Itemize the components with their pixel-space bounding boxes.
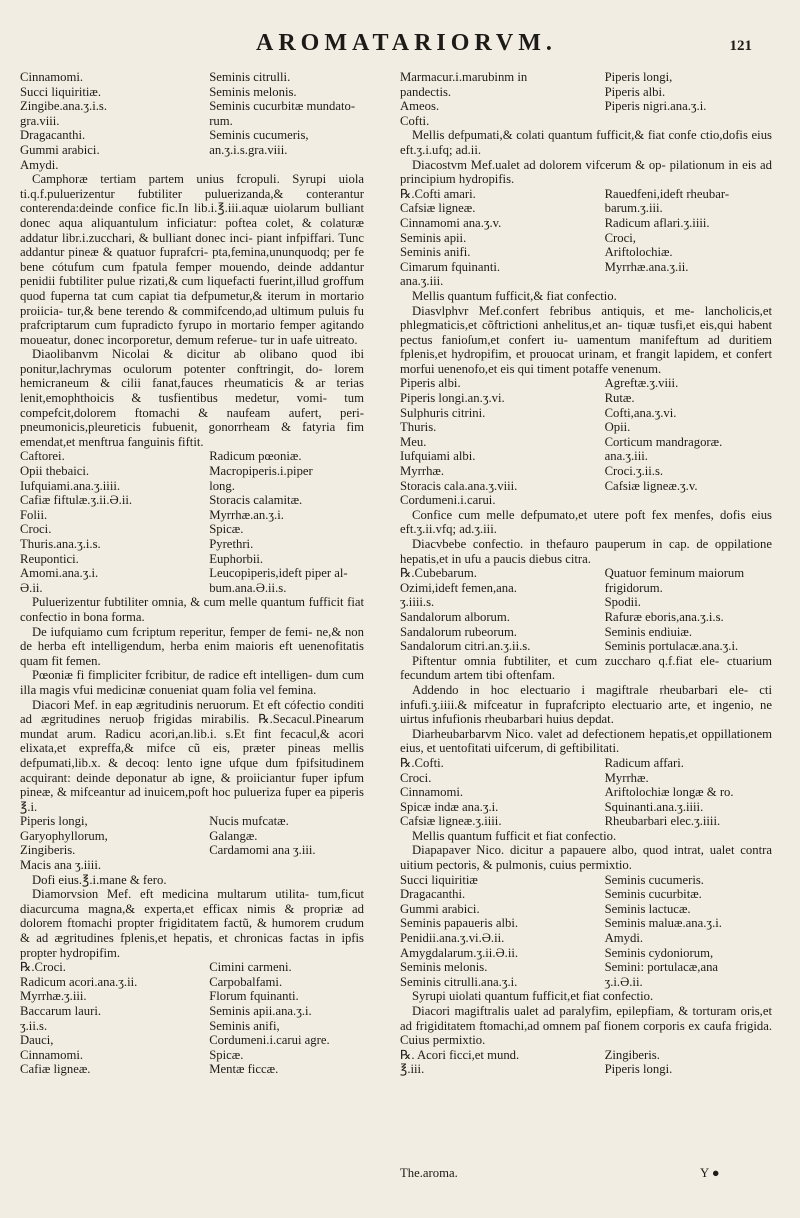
ingredient-entry: Spodii. [604,595,641,610]
paragraph: Pœoniæ fi fimpliciter fcribitur, de radice eft intelligen- dum cum illa magis vfui medicinæ conueniat quam folia vel femina. [20,668,364,697]
signature-mark: Y ● [700,1166,720,1180]
ingredient-list [400,376,772,507]
paragraph: Diacostvm Mef.ualet ad dolorem vifcerum & op- pilationum in eis ad principium hydropifis. [400,157,772,187]
ingredient-list [20,960,364,1077]
ingredient-entry [605,493,772,508]
ingredient-entry: Iufquiami.ana.ʒ.iiii. [20,478,121,493]
ingredient-row [400,975,772,990]
ingredient-entry: Macis ana ʒ.iiii. [20,858,102,873]
paragraph: Addendo in hoc electuario i magiftrale rheubarbari ele- cti infufi.ʒ.iiii.& mifceatur in fuprafcripto electuario arte, et ingenio, ne uirtus infufionis rheubarbari huius depdat. [400,682,772,727]
ingredient-entry: Croci. [20,522,52,537]
ingredient-entry: ana.ʒ.iii. [604,449,648,464]
ingredient-row [20,989,364,1004]
ingredient-entry: Seminis anifi. [400,245,471,260]
ingredient-entry: Piperis nigri.ana.ʒ.i. [604,99,707,114]
paragraph: Dofi eius.℥.i.mane & fero. [32,872,167,887]
paragraph: Diaolibanvm Nicolai & dicitur ab olibano quod ibi ponitur,lachrymas oculorum potenter conftringit, do- lorem hemicraneum & cilii fanat,fauces rheumaticis & ar terias lenit,emophthoicis & tusfientibus medetur, vomi- tum compefcit,dolorem ftomachi & naufeam aufert, peri- pneumonicis,pleureticis fubuenit, gonorrheam & fatyria fim emendat,et menftrua fanguinis fiftit. [20,347,364,449]
ingredient-entry: Seminis melonis. [400,960,488,975]
ingredient-entry: ana.ʒ.iii. [400,274,444,289]
ingredient-entry [209,858,364,873]
ingredient-entry: Cinnamomi. [20,70,84,84]
ingredient-entry: Marmacur.i.marubinm in [400,70,528,84]
ingredient-row [20,1048,364,1063]
ingredient-entry: Cimini carmeni. [209,960,292,975]
folio-number: 121 [729,38,752,54]
ingredient-entry: Piperis longi. [604,1062,673,1077]
ingredient-entry: Cimarum fquinanti. [400,259,501,274]
ingredient-entry: Seminis lactucæ. [604,901,691,916]
ingredient-entry: Spicæ indæ ana.ʒ.i. [400,799,499,814]
ingredient-row [400,493,772,508]
ingredient-entry: Sandalorum citri.an.ʒ.ii.s. [400,639,531,654]
ingredient-row [400,260,772,275]
paragraph: Piftentur omnia fubtiliter, et cum zuccharo q.f.fiat ele- ctuarium fecundum artem tibi oftenfam. [400,653,772,683]
ingredient-entry: Rheubarbari elec.ʒ.iiii. [604,814,721,829]
ingredient-entry: Thuris. [400,420,437,435]
page-header [0,30,800,64]
ingredient-entry: Amydi. [20,157,59,172]
ingredient-entry: Seminis cucurbitæ. [604,887,702,902]
ingredient-row [20,1004,364,1019]
ingredient-entry: Storacis cala.ana.ʒ.viii. [400,478,518,493]
ingredient-row [400,187,772,202]
ingredient-entry: Penidii.ana.ʒ.vi.Ə.ii. [400,931,505,946]
paragraph: Diacori Mef. in eap ægritudinis neruorum. Et eft cófectio conditi ad ægritudines neruoϸ frigidas mirabilis. ℞.Secacul.Pinearum mundat arum. Radicu acori,an.lib.i. s.Et fint fecacul,& acori elixata,et expreffa,& mifce cũ eis, præter pineas mellis defpumati,lib.x. & decoq: lento igne ufque dum fpifsitudinem acquirant: deinde deponatur ab igne, & proiiciantur fuper ipfum pineæ, & mifceantur ad inuicem,poft hoc pulueriza fuper ea piperis ℥.i. [20,697,364,814]
ingredient-entry: Dragacanthi. [400,887,466,902]
ingredient-entry: Opii. [604,420,631,435]
ingredient-entry: ℞.Cubebarum. [400,566,477,581]
ingredient-row [400,1062,772,1077]
paragraph: Diapapaver Nico. dicitur a papauere albo, quod intrat, ualet contra uitium pectoris, & pulmonis, cuius permixtio. [400,843,772,873]
paragraph: Camphoræ tertiam partem unius fcropuli. Syrupi uiola ti.q.f.puluerizentur fubtiliter puluerizanda,& conterantur conterenda:deinde confice fic.In lib.i.℥.iii.aquæ uiolarum bulliant donec aqua aliquantulum inficiatur: poftea colet, & colaturæ addatur libr.i.zucchari, & bulliant donec inci- piant infpiffari. Tunc addantur pineæ & quatuor fuprafcri- pta,femina,ununquodq; per fe bene cótufum cum fpatula femper mouendo, deinde addantur penidii fubtiliter pulue rizati,& cum liquefacti fuerint,illud groffum quod fuperna tat cum capiat tia defpumetur,& iterum in mortario proiicia- tur,& bene terendo & commifcendo,ad ultimum puluis fu prafcriptarum cum fupradicto fyrupo in mortario femper agitando moueatur, donec incorporetur, demum referue- tur in uafe uitreato. [20,172,364,347]
ingredient-list [400,187,772,289]
ingredient-entry: Corticum mandragoræ. [604,434,723,449]
ingredient-entry: Spicæ. [209,522,244,537]
ingredient-entry: Seminis cydoniorum, [604,945,714,960]
ingredient-row [20,843,364,858]
ingredient-entry: Seminis maluæ.ana.ʒ.i. [604,916,722,931]
ingredient-entry: Dauci, [20,1033,54,1048]
ingredient-row [400,902,772,917]
ingredient-entry: Piperis albi. [400,376,461,391]
ingredient-entry: Cafsiæ ligneæ.ʒ.iiii. [400,814,502,829]
ingredient-entry: Florum fquinanti. [209,989,299,1004]
ingredient-entry: frigidorum. [604,580,663,595]
ingredient-entry: Baccarum lauri. [20,1004,102,1018]
ingredient-row [400,114,772,129]
ingredient-list [400,566,772,654]
ingredient-row [400,464,772,479]
ingredient-row [20,158,364,173]
ingredient-row [400,435,772,450]
ingredient-row [400,406,772,421]
ingredient-entry: Euphorbii. [209,551,264,566]
ingredient-row [20,552,364,567]
ingredient-row [20,581,364,596]
ingredient-row [400,245,772,260]
ingredient-entry: Rutæ. [604,391,635,406]
ingredient-row [20,1033,364,1048]
paragraph: Diarheubarbarvm Nico. valet ad defectionem hepatis,et oppillationem eius, et uentofitati uifcerum, di geftibilitati. [400,726,772,756]
ingredient-row [20,566,364,581]
ingredient-row [400,814,772,829]
ingredient-entry: Succi liquiritiæ. [20,84,102,99]
ingredient-row [400,231,772,246]
ingredient-entry: Rafuræ eboris,ana.ʒ.i.s. [604,609,724,624]
ingredient-row [400,800,772,815]
ingredient-row [20,1019,364,1034]
ingredient-list [400,70,772,128]
ingredient-entry: Iufquiami albi. [400,449,476,464]
ingredient-entry: Opii thebaici. [20,464,90,479]
ingredient-row [400,960,772,975]
ingredient-entry: Reupontici. [20,551,79,566]
ingredient-entry: Succi liquiritiæ [400,872,478,887]
ingredient-entry: Gummi arabici. [400,901,480,916]
ingredient-row [400,873,772,888]
ingredient-entry: Cofti,ana.ʒ.vi. [604,405,677,420]
ingredient-row [20,85,364,100]
ingredient-row [400,756,772,771]
paragraph: Diamorvsion Mef. eft medicina multarum utilita- tum,ficut diacurcuma magna,& experta,et efficax nimis & propriæ ad dolorem ftomachi propter frigiditatem factũ, & humorem crudum & ad ægritudines fplenis,et hepatis, et chronicas factas in ipfis propter hydropifim. [20,887,364,960]
ingredient-entry [209,158,364,173]
ingredient-row [20,479,364,494]
ingredient-entry: long. [209,478,235,493]
ingredient-entry: Zingiberis. [20,843,76,858]
ingredient-row [400,201,772,216]
ingredient-entry: Piperis albi. [604,84,666,99]
ingredient-entry: Rauedfeni,ideft rheubar- [604,186,730,201]
ingredient-list [400,756,772,829]
ingredient-row [400,1048,772,1063]
ingredient-entry: ʒ.ii.s. [20,1018,48,1033]
ingredient-entry: Radicum affari. [604,755,684,770]
ingredient-entry: Sandalorum rubeorum. [400,624,517,639]
ingredient-entry: bum.ana.Ə.ii.s. [209,580,287,595]
ingredient-entry: Semini: portulacæ,ana [604,960,719,975]
ingredient-entry: Amomi.ana.ʒ.i. [20,566,99,581]
ingredient-row [400,391,772,406]
ingredient-row [20,70,364,85]
ingredient-entry: Cordumeni.i.carui agre. [209,1033,330,1048]
catchword: The.aroma. [400,1166,458,1180]
ingredient-row [400,931,772,946]
ingredient-row [400,449,772,464]
ingredient-entry: ℞. Acori ficci,et mund. [400,1047,520,1062]
ingredient-entry: Folii. [20,507,48,522]
ingredient-entry: Seminis portulacæ.ana.ʒ.i. [604,639,739,654]
ingredient-row [20,537,364,552]
ingredient-entry: gra.viii. [20,113,60,128]
ingredient-entry: Croci, [604,230,636,245]
ingredient-entry: Nucis mufcatæ. [209,814,289,829]
ingredient-entry: Cafsiæ ligneæ.ʒ.v. [604,478,698,493]
ingredient-entry: Mentæ ficcæ. [209,1062,279,1077]
ingredient-entry: Ariftolochiæ longæ & ro. [604,785,734,800]
ingredient-entry: Leucopiperis,ideft piper al- [209,566,348,581]
ingredient-row [400,566,772,581]
ingredient-entry: Radicum acori.ana.ʒ.ii. [20,974,138,989]
ingredient-entry: Ariftolochiæ. [604,245,673,260]
ingredient-entry: Myrrhæ.ana.ʒ.ii. [604,259,689,274]
ingredient-entry: Cafiæ fiftulæ.ʒ.ii.Ə.ii. [20,493,133,508]
ingredient-entry: Cinnamomi. [20,1047,84,1062]
ingredient-entry: ʒ.i.Ə.ii. [604,974,643,989]
ingredient-entry: Gummi arabici. [20,142,100,157]
ingredient-entry: Zingibe.ana.ʒ.i.s. [20,99,108,114]
ingredient-entry [605,114,772,129]
ingredient-row [400,85,772,100]
paragraph: Diasvlphvr Mef.confert febribus antiquis, et me- lancholicis,et phlegmaticis,et cõftrictioni anhelitus,et an- tiquæ tusfi,et eis,qui habent pectus fanioſum,et confert iu- uamentum manifeftum ad duritiem fplenis,et hydropifim, et prouocat urinam, et frangit lapidem, et confert morfui uenenofo,et eis qui timent potaffe venenum. [400,303,772,376]
ingredient-row [20,493,364,508]
ingredient-entry: Carpobalfami. [209,974,283,989]
ingredient-entry: Cinnamomi ana.ʒ.v. [400,215,502,230]
paragraph: Mellis quantum fufficit,& fiat confectio. [412,288,617,303]
ingredient-entry: Sulphuris citrini. [400,405,486,420]
ingredient-entry: Seminis cucumeris, [209,128,309,143]
ingredient-entry: Radicum aflari.ʒ.iiii. [604,215,710,230]
ingredient-entry: Ameos. [400,99,440,114]
ingredient-row [400,581,772,596]
ingredient-entry: Amydi. [604,931,644,946]
ingredient-row [400,216,772,231]
ingredient-entry: Thuris.ana.ʒ.i.s. [20,537,101,551]
ingredient-row [20,128,364,143]
ingredient-entry: an.ʒ.i.s.gra.viii. [209,142,288,157]
ingredient-row [400,376,772,391]
ingredient-entry: rum. [209,113,233,128]
ingredient-entry: Amygdalarum.ʒ.ii.Ə.ii. [400,945,519,960]
ingredient-entry: Cafsiæ ligneæ. [400,201,476,216]
ingredient-entry: Garyophyllorum, [20,828,108,843]
ingredient-row [20,814,364,829]
ingredient-row [400,639,772,654]
ingredient-row [20,975,364,990]
ingredient-list [20,814,364,872]
ingredient-entry: Seminis apii. [400,230,467,245]
ingredient-entry: Piperis longi, [604,70,673,84]
paragraph: Puluerizentur fubtiliter omnia, & cum melle quantum fufficit fiat confectio in bona forma. [20,595,364,624]
ingredient-entry: Seminis melonis. [209,84,297,99]
ingredient-entry: Myrrhæ.ʒ.iii. [20,989,87,1004]
ingredient-entry: Piperis longi, [20,814,88,829]
ingredient-list [20,449,364,595]
running-title: AROMATARIORVM. [256,30,557,56]
ingredient-row [20,858,364,873]
ingredient-entry: Cardamomi ana ʒ.iii. [209,843,316,858]
ingredient-entry: barum.ʒ.iii. [604,201,663,216]
ingredient-entry: Galangæ. [209,828,258,843]
ingredient-entry: Seminis cucumeris. [604,872,704,887]
ingredient-entry: Macropiperis.i.piper [209,464,313,479]
ingredient-row [400,946,772,961]
paragraph: Mellis quantum fufficit et fiat confectio. [412,828,617,843]
ingredient-entry: ℞.Cofti amari. [400,186,476,201]
ingredient-entry: Meu. [400,434,427,449]
ingredient-row [400,99,772,114]
ingredient-list [20,70,364,172]
ingredient-row [20,508,364,523]
ingredient-entry: Dragacanthi. [20,128,86,143]
ingredient-list [400,873,772,990]
ingredient-entry: Seminis citrulli. [209,70,291,84]
ingredient-entry: Croci. [400,770,432,785]
ingredient-entry: Croci.ʒ.ii.s. [604,464,664,479]
ingredient-entry: Sandalorum alborum. [400,609,510,624]
ingredient-entry: Ozimi,ideft femen,ana. [400,580,517,595]
ingredient-row [20,522,364,537]
ingredient-entry: pandectis. [400,84,452,99]
ingredient-entry: Cinnamomi. [400,785,464,800]
paragraph: Mellis defpumati,& colati quantum fufficit,& fiat confe ctio,dofis eius eft.ʒ.i.ufq; ad.ii. [400,128,772,157]
ingredient-row [400,479,772,494]
ingredient-entry: Quatuor feminum maiorum [604,566,745,581]
ingredient-entry: Agreftæ.ʒ.viii. [604,376,679,391]
ingredient-row [400,274,772,289]
ingredient-entry: Caftorei. [20,449,65,464]
ingredient-entry: Seminis apii.ana.ʒ.i. [209,1004,312,1018]
ingredient-entry: Seminis anifi, [209,1018,280,1033]
ingredient-entry: Cafiæ ligneæ. [20,1062,91,1077]
ingredient-row [20,464,364,479]
ingredient-row [20,960,364,975]
ingredient-row [400,70,772,85]
ingredient-entry: Piperis longi.an.ʒ.vi. [400,391,505,406]
ingredient-row [400,771,772,786]
paragraph: Syrupi uiolati quantum fufficit,et fiat confectio. [412,989,654,1004]
ingredient-row [400,916,772,931]
left-column [20,70,364,1077]
ingredient-entry: Seminis citrulli.ana.ʒ.i. [400,974,518,989]
ingredient-entry: Pyrethri. [209,537,254,551]
ingredient-entry: ℞.Croci. [20,960,66,975]
ingredient-row [20,143,364,158]
ingredient-entry: Ə.ii. [20,580,43,595]
ingredient-entry: Zingiberis. [604,1047,660,1062]
ingredient-row [20,829,364,844]
ingredient-row [400,887,772,902]
ingredient-row [400,595,772,610]
ingredient-entry: Storacis calamitæ. [209,493,303,508]
paragraph: Confice cum melle defpumato,et utere poft fex menfes, dofis eius eft.ʒ.ii.vfq; ad.ʒ.iii. [400,507,772,537]
ingredient-entry: Myrrhæ.an.ʒ.i. [209,507,284,522]
ingredient-entry: ℥.iii. [400,1062,425,1077]
ingredient-entry [605,274,772,289]
ingredient-list [400,1048,772,1077]
paragraph: De iufquiamo cum fcriptum reperitur, femper de femi- ne,& non de herba eft intelligendum, herba enim maioris eft uenenofitatis quam fit femen. [20,624,364,668]
ingredient-row [400,785,772,800]
ingredient-entry: Radicum pœoniæ. [209,449,302,464]
ingredient-row [20,1062,364,1077]
ingredient-entry: ʒ.iiii.s. [400,595,435,610]
ingredient-entry: ℞.Cofti. [400,755,444,770]
ingredient-entry: Seminis cucurbitæ mundato- [209,99,356,114]
ingredient-row [20,114,364,129]
ingredient-row [400,625,772,640]
ingredient-entry: Myrrhæ. [400,464,445,479]
ingredient-entry: Spicæ. [209,1047,244,1062]
ingredient-row [20,449,364,464]
ingredient-row [400,420,772,435]
ingredient-entry: Squinanti.ana.ʒ.iiii. [604,799,704,814]
ingredient-entry: Cofti. [400,113,430,128]
ingredient-row [20,99,364,114]
ingredient-entry: Cordumeni.i.carui. [400,493,496,508]
ingredient-row [400,610,772,625]
ingredient-entry: Myrrhæ. [604,770,649,785]
paragraph: Diacvbebe confectio. in thefauro pauperum in cap. de oppilatione hepatis,et in ufu a paucis diebus citra. [400,537,772,566]
ingredient-entry: Seminis endiuiæ. [604,624,692,639]
right-column [400,70,772,1077]
paragraph: Diacori magiftralis ualet ad paralyfim, epilepfiam, & torturam oris,et ad frigiditatem ftomachi,ad omnem paſ fionem corporis ex caufa frigida. Cuius permixtio. [400,1004,772,1048]
ingredient-entry: Seminis papaueris albi. [400,916,519,931]
